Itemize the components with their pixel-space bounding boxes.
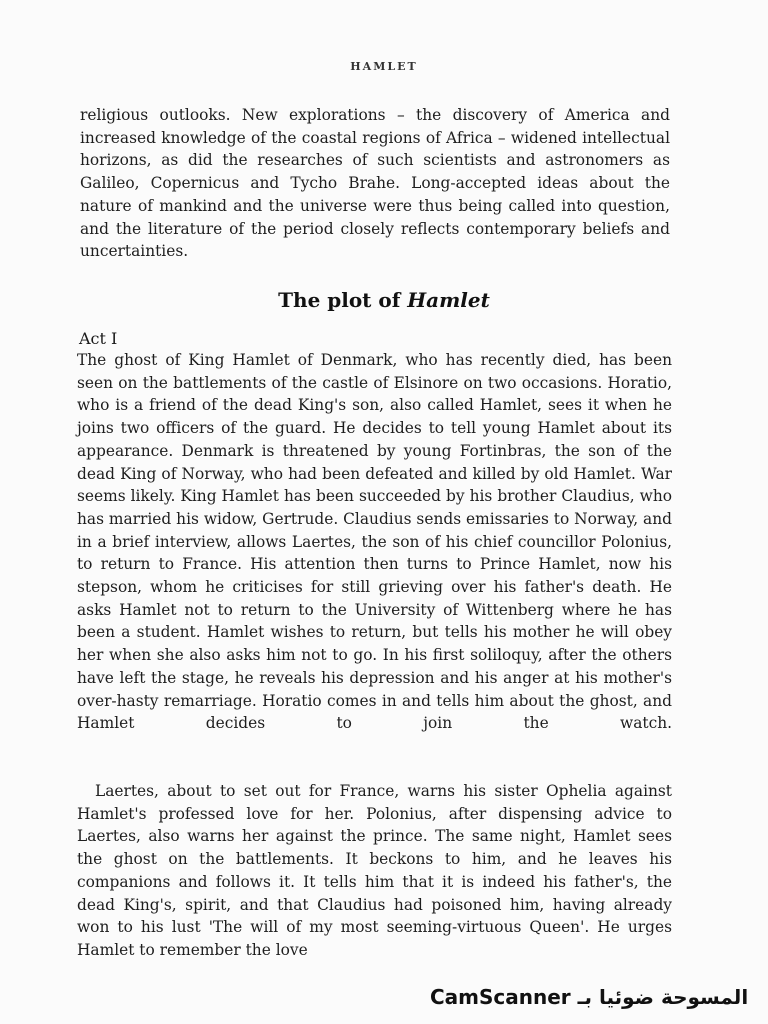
act-heading: Act I (79, 329, 118, 348)
running-head: HAMLET (350, 60, 418, 73)
act1-paragraph: The ghost of King Hamlet of Denmark, who has recently died, has been seen on the battlements of the castle of Elsinore on two occasions. Horatio, who is a friend of the dead King's son, also called Hamlet, sees it when he joins two officers of the guard. He decides to tell young Hamlet about its appearance. Denmark is threatened by young Fortinbras, the son of the dead King of Norway, who had been defeated and killed by old Hamlet. War seems likely. King Hamlet has been succeeded by his brother Claudius, who has married his widow, Gertrude. Claudius sends emissaries to Norway, and in a brief interview, allows Laertes, the son of his chief councillor Polonius, to return to France. His attention then turns to Prince Hamlet, now his stepson, whom he criticises for still grieving over his father's death. He asks Hamlet not to return to the University of Wittenberg where he has been a student. Hamlet wishes to return, but tells his mother he will obey her when she also asks him not to go. In his first soliloquy, after the others have left the stage, he reveals his depression and his anger at his mother's over-hasty remarriage. Horatio comes in and tells him about the ghost, and Hamlet decides to join the watch. (77, 351, 672, 733)
act1-paragraph-2: Laertes, about to set out for France, warns his sister Ophelia against Hamlet's professed love for her. Polonius, after dispensing advice to Laertes, also warns her against the prince. The same night, Hamlet sees the ghost on the battlements. It beckons to him, and he leaves his companions and follows it. It tells him that it is indeed his father's, the dead King's, spirit, and that Claudius had poisoned him, having already won to his lust 'The will of my most seeming-virtuous Queen'. He urges Hamlet to remember the love (77, 782, 672, 959)
camscanner-watermark: CamScanner المسوحة ضوئيا بـ (430, 985, 749, 1009)
section-title (0, 288, 768, 312)
intro-paragraph: religious outlooks. New explorations – the discovery of America and increased knowledge of the coastal regions of Africa – widened intellectual horizons, as did the researches of such scientists and astronomers as Galileo, Copernicus and Tycho Brahe. Long-accepted ideas about the nature of mankind and the universe were thus being called into question, and the literature of the period closely reflects contemporary beliefs and uncertainties. (80, 106, 670, 261)
section-title-italic: Hamlet (407, 288, 490, 312)
section-title-prefix: The plot of (278, 288, 408, 312)
